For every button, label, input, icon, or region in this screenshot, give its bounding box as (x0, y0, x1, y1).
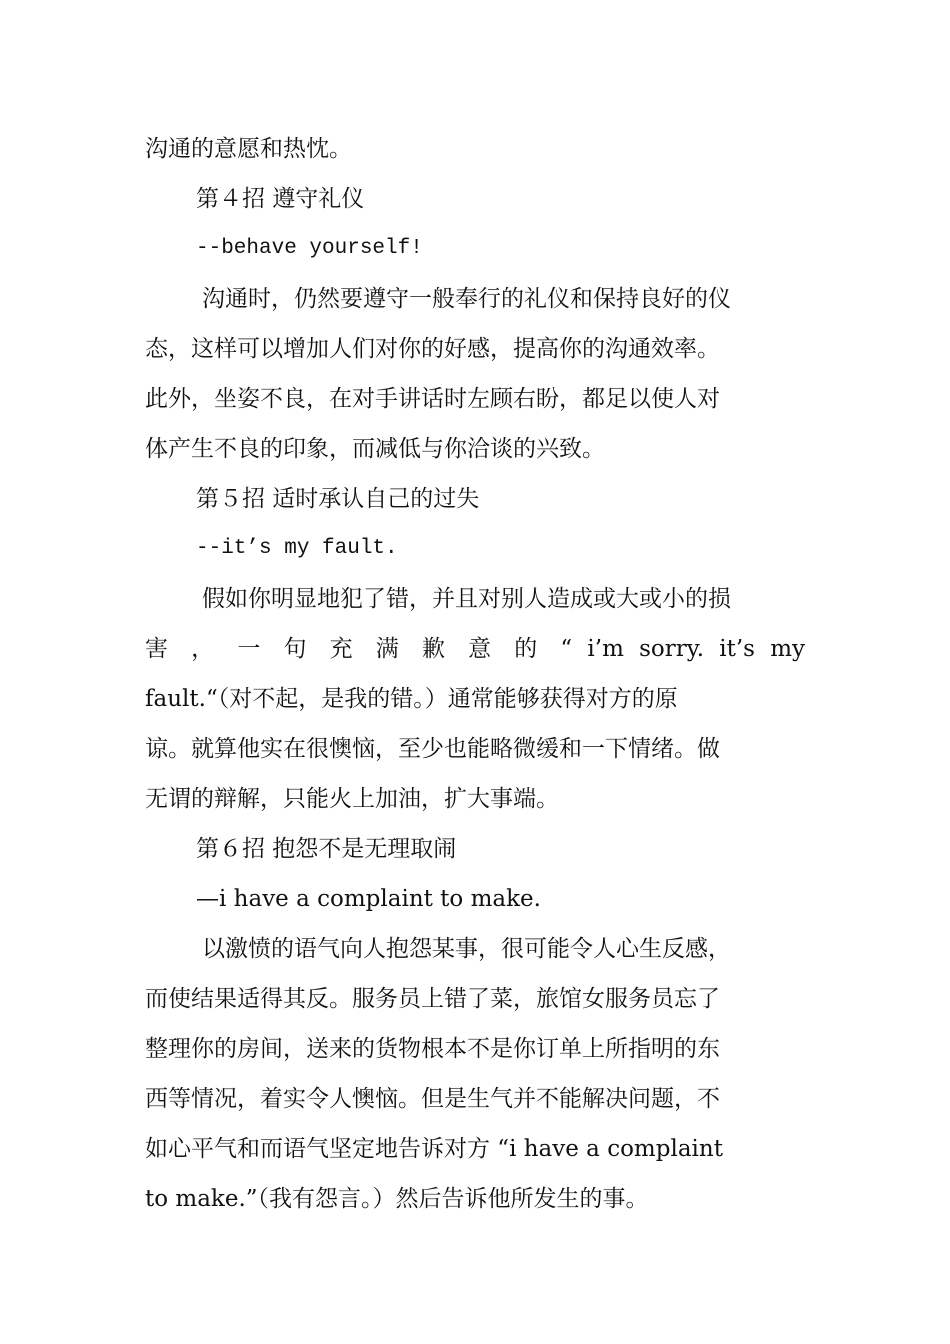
tip-4-body-line-4: 体产生不良的印象，而减低与你洽谈的兴致。 (145, 436, 605, 462)
tip-5-body-line-4: 谅。就算他实在很懊恼，至少也能略微缓和一下情绪。做 (145, 736, 720, 762)
tip-6-body-line-2: 而使结果适得其反。服务员上错了菜，旅馆女服务员忘了 (145, 986, 720, 1012)
tip-6-subtitle: —i have a complaint to make. (196, 886, 541, 912)
document-body (145, 124, 805, 1224)
tip-5-body-line-3: fault.“（对不起，是我的错。）通常能够获得对方的原 (145, 686, 678, 712)
tip-5-body-line-5: 无谓的辩解，只能火上加油，扩大事端。 (145, 786, 559, 812)
tip-6-body-line-5: 如心平气和而语气坚定地告诉对方 “i have a complaint (145, 1136, 723, 1162)
tip-5-body-line-1: 假如你明显地犯了错，并且对别人造成或大或小的损 (202, 586, 731, 612)
tip-6-body-line-1: 以激愤的语气向人抱怨某事，很可能令人心生反感， (202, 936, 731, 962)
tip-4-subtitle: --behave yourself! (196, 237, 423, 260)
tip-5-subtitle: --it’s my fault. (196, 537, 398, 560)
tip-5-body-line-2: 害 ， 一 句 充 满 歉 意 的 “ i’m sorry. it’s my (145, 636, 805, 662)
tip-6-body-line-3: 整理你的房间，送来的货物根本不是你订单上所指明的东 (145, 1036, 720, 1062)
tip-4-body-line-2: 态，这样可以增加人们对你的好感，提高你的沟通效率。 (145, 336, 720, 362)
tip-6-body-line-4: 西等情况，着实令人懊恼。但是生气并不能解决问题，不 (145, 1086, 720, 1112)
tip-6-heading: 第６招 抱怨不是无理取闹 (196, 836, 457, 862)
tip-5-heading: 第５招 适时承认自己的过失 (196, 486, 480, 512)
tip-4-body-line-1: 沟通时，仍然要遵守一般奉行的礼仪和保持良好的仪 (202, 286, 731, 312)
tip-6-body-line-6: to make.”（我有怨言。）然后告诉他所发生的事。 (145, 1186, 649, 1212)
paragraph-continuation: 沟通的意愿和热忱。 (145, 136, 352, 162)
tip-4-heading: 第４招 遵守礼仪 (196, 186, 365, 212)
tip-4-body-line-3: 此外，坐姿不良，在对手讲话时左顾右盼，都足以使人对 (145, 386, 720, 412)
